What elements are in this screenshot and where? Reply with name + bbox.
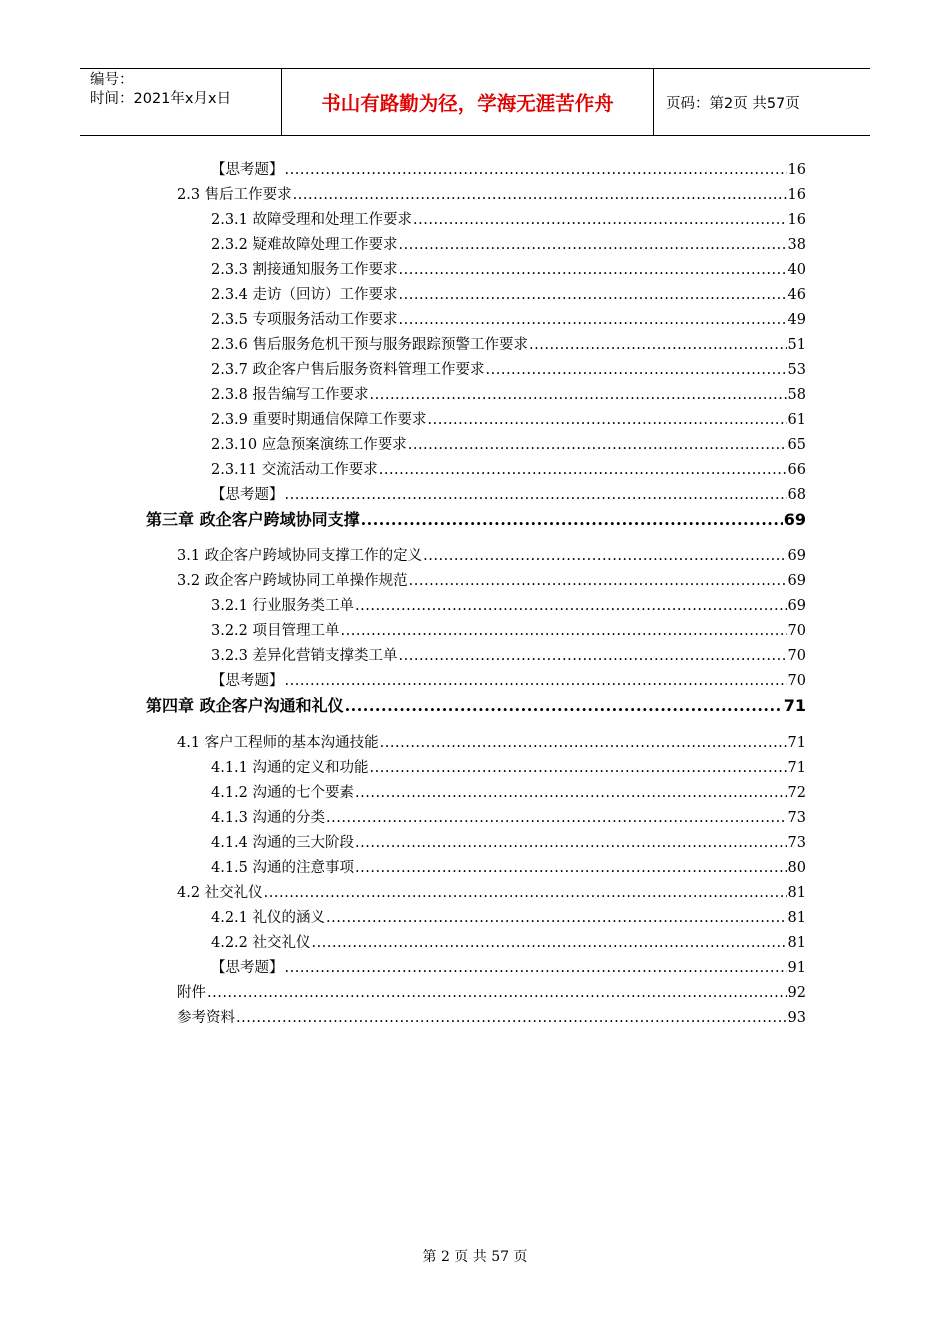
toc-entry-title: 【思考题】 <box>211 162 284 178</box>
toc-dot-leader <box>379 460 787 480</box>
toc-entry[interactable] <box>211 933 806 953</box>
toc-entry-page: 72 <box>787 785 806 801</box>
toc-dot-leader <box>399 310 787 330</box>
toc-entry[interactable] <box>177 1008 806 1028</box>
toc-entry-title: 参考资料 <box>177 1010 235 1026</box>
toc-entry-title: 2.3.8 报告编写工作要求 <box>211 387 369 403</box>
toc-dot-leader <box>370 385 787 405</box>
toc-dot-leader <box>326 908 787 928</box>
date-label: 时间：2021年x月x日 <box>90 91 232 107</box>
toc-entry-page: 91 <box>787 960 806 976</box>
toc-entry-title: 2.3.3 割接通知服务工作要求 <box>211 262 398 278</box>
page-header <box>80 68 870 136</box>
toc-dot-leader <box>355 833 787 853</box>
toc-entry-title: 2.3 售后工作要求 <box>177 187 292 203</box>
toc-entry-page: 16 <box>787 212 806 228</box>
toc-entry-page: 71 <box>787 735 806 751</box>
toc-entry-title: 3.2.3 差异化营销支撑类工单 <box>211 648 398 664</box>
toc-dot-leader <box>399 646 787 666</box>
toc-entry-title: 2.3.11 交流活动工作要求 <box>211 462 378 478</box>
toc-entry-title: 3.2.2 项目管理工单 <box>211 623 340 639</box>
toc-entry[interactable] <box>211 335 806 355</box>
toc-entry[interactable] <box>211 758 806 778</box>
toc-entry-page: 49 <box>787 312 806 328</box>
toc-entry-page: 51 <box>787 337 806 353</box>
toc-dot-leader <box>355 596 787 616</box>
toc-entry-page: 69 <box>787 548 806 564</box>
toc-entry-page: 71 <box>783 696 806 715</box>
toc-entry-title: 第四章 政企客户沟通和礼仪 <box>146 696 344 715</box>
header-meta <box>80 69 281 135</box>
page-footer: 第 2 页 共 57 页 <box>422 1249 528 1265</box>
toc-dot-leader <box>361 510 783 530</box>
toc-entry-page: 16 <box>787 187 806 203</box>
toc-entry-page: 66 <box>787 462 806 478</box>
toc-entry-page: 92 <box>787 985 806 1001</box>
toc-entry[interactable] <box>211 360 806 380</box>
toc-entry-title: 【思考题】 <box>211 487 284 503</box>
toc-dot-leader <box>326 808 787 828</box>
toc-dot-leader <box>486 360 787 380</box>
toc-entry-page: 16 <box>787 162 806 178</box>
toc-dot-leader <box>285 485 787 505</box>
toc-entry-title: 4.1.4 沟通的三大阶段 <box>211 835 355 851</box>
toc-dot-leader <box>413 210 787 230</box>
toc-dot-leader <box>355 858 787 878</box>
toc-entry-page: 93 <box>787 1010 806 1026</box>
toc-dot-leader <box>285 958 787 978</box>
toc-entry-title: 4.1.2 沟通的七个要素 <box>211 785 355 801</box>
toc-entry[interactable] <box>211 460 806 480</box>
toc-entry[interactable] <box>211 260 806 280</box>
toc-dot-leader <box>409 571 787 591</box>
toc-entry[interactable] <box>211 783 806 803</box>
toc-entry[interactable] <box>177 185 806 205</box>
toc-dot-leader <box>428 410 787 430</box>
toc-entry[interactable] <box>211 235 806 255</box>
toc-entry-page: 46 <box>787 287 806 303</box>
toc-entry[interactable] <box>211 435 806 455</box>
toc-entry-page: 68 <box>787 487 806 503</box>
toc-entry[interactable] <box>211 833 806 853</box>
toc-entry-page: 65 <box>787 437 806 453</box>
toc-dot-leader <box>285 671 787 691</box>
toc-entry-page: 69 <box>787 598 806 614</box>
toc-entry-title: 2.3.5 专项服务活动工作要求 <box>211 312 398 328</box>
toc-chapter-entry[interactable] <box>146 510 806 530</box>
toc-entry-page: 69 <box>783 510 806 529</box>
toc-entry-page: 70 <box>787 648 806 664</box>
toc-entry-title: 4.2.1 礼仪的涵义 <box>211 910 326 926</box>
toc-entry-page: 70 <box>787 623 806 639</box>
toc-entry-title: 第三章 政企客户跨域协同支撑 <box>146 510 360 529</box>
toc-dot-leader <box>207 983 787 1003</box>
toc-entry-title: 4.2 社交礼仪 <box>177 885 263 901</box>
toc-chapter-entry[interactable] <box>146 696 806 716</box>
toc-entry-title: 2.3.4 走访（回访）工作要求 <box>211 287 398 303</box>
toc-entry-page: 81 <box>787 935 806 951</box>
toc-entry-title: 2.3.7 政企客户售后服务资料管理工作要求 <box>211 362 485 378</box>
toc-entry-page: 80 <box>787 860 806 876</box>
toc-entry-page: 81 <box>787 910 806 926</box>
toc-dot-leader <box>423 546 786 566</box>
toc-entry-title: 4.1.1 沟通的定义和功能 <box>211 760 369 776</box>
toc-entry[interactable] <box>177 733 806 753</box>
toc-dot-leader <box>399 260 787 280</box>
toc-entry-page: 69 <box>787 573 806 589</box>
toc-entry-page: 70 <box>787 673 806 689</box>
toc-entry[interactable] <box>211 310 806 330</box>
toc-entry-page: 58 <box>787 387 806 403</box>
toc-dot-leader <box>293 185 787 205</box>
toc-entry-title: 【思考题】 <box>211 673 284 689</box>
toc-entry[interactable] <box>211 958 806 978</box>
toc-dot-leader <box>355 783 787 803</box>
toc-entry-title: 2.3.2 疑难故障处理工作要求 <box>211 237 398 253</box>
toc-entry[interactable] <box>211 621 806 641</box>
toc-dot-leader <box>236 1008 787 1028</box>
toc-entry[interactable] <box>177 546 806 566</box>
toc-entry-title: 3.1 政企客户跨域协同支撑工作的定义 <box>177 548 423 564</box>
toc-entry[interactable] <box>211 671 806 691</box>
toc-dot-leader <box>380 733 787 753</box>
toc-entry-title: 3.2 政企客户跨域协同工单操作规范 <box>177 573 408 589</box>
toc-entry-title: 4.1.3 沟通的分类 <box>211 810 326 826</box>
toc-dot-leader <box>345 696 783 716</box>
toc-dot-leader <box>312 933 787 953</box>
toc-entry-page: 61 <box>787 412 806 428</box>
toc-dot-leader <box>341 621 787 641</box>
toc-entry-page: 40 <box>787 262 806 278</box>
toc-dot-leader <box>529 335 787 355</box>
toc-dot-leader <box>408 435 787 455</box>
toc-entry-title: 3.2.1 行业服务类工单 <box>211 598 355 614</box>
toc-entry-title: 附件 <box>177 985 206 1001</box>
toc-dot-leader <box>399 235 787 255</box>
toc-dot-leader <box>285 160 787 180</box>
toc-entry-page: 73 <box>787 810 806 826</box>
toc-entry-title: 4.2.2 社交礼仪 <box>211 935 311 951</box>
toc-entry-title: 2.3.1 故障受理和处理工作要求 <box>211 212 413 228</box>
toc-entry[interactable] <box>211 210 806 230</box>
toc-entry[interactable] <box>177 983 806 1003</box>
toc-entry[interactable] <box>177 883 806 903</box>
toc-entry-page: 81 <box>787 885 806 901</box>
toc-entry[interactable] <box>211 485 806 505</box>
toc-entry[interactable] <box>177 571 806 591</box>
toc-entry[interactable] <box>211 908 806 928</box>
toc-entry-title: 【思考题】 <box>211 960 284 976</box>
toc-entry[interactable] <box>211 596 806 616</box>
header-page-info: 页码：第2页 共57页 <box>666 95 800 112</box>
toc-entry-page: 71 <box>787 760 806 776</box>
serial-label: 编号： <box>90 72 134 88</box>
toc-entry-page: 73 <box>787 835 806 851</box>
toc-entry-title: 2.3.9 重要时期通信保障工作要求 <box>211 412 427 428</box>
toc-entry[interactable] <box>211 646 806 666</box>
toc-entry-title: 2.3.6 售后服务危机干预与服务跟踪预警工作要求 <box>211 337 529 353</box>
header-motto: 书山有路勤为径，学海无涯苦作舟 <box>281 69 654 135</box>
toc-entry[interactable] <box>211 410 806 430</box>
toc-entry-title: 4.1.5 沟通的注意事项 <box>211 860 355 876</box>
toc-dot-leader <box>264 883 787 903</box>
toc-entry-title: 2.3.10 应急预案演练工作要求 <box>211 437 407 453</box>
toc-entry[interactable] <box>211 858 806 878</box>
toc-entry[interactable] <box>211 285 806 305</box>
toc-entry-page: 53 <box>787 362 806 378</box>
toc-dot-leader <box>370 758 787 778</box>
toc-entry[interactable] <box>211 385 806 405</box>
toc-entry-page: 38 <box>787 237 806 253</box>
toc-entry[interactable] <box>211 808 806 828</box>
toc-entry[interactable] <box>211 160 806 180</box>
toc-dot-leader <box>399 285 787 305</box>
toc-entry-title: 4.1 客户工程师的基本沟通技能 <box>177 735 379 751</box>
